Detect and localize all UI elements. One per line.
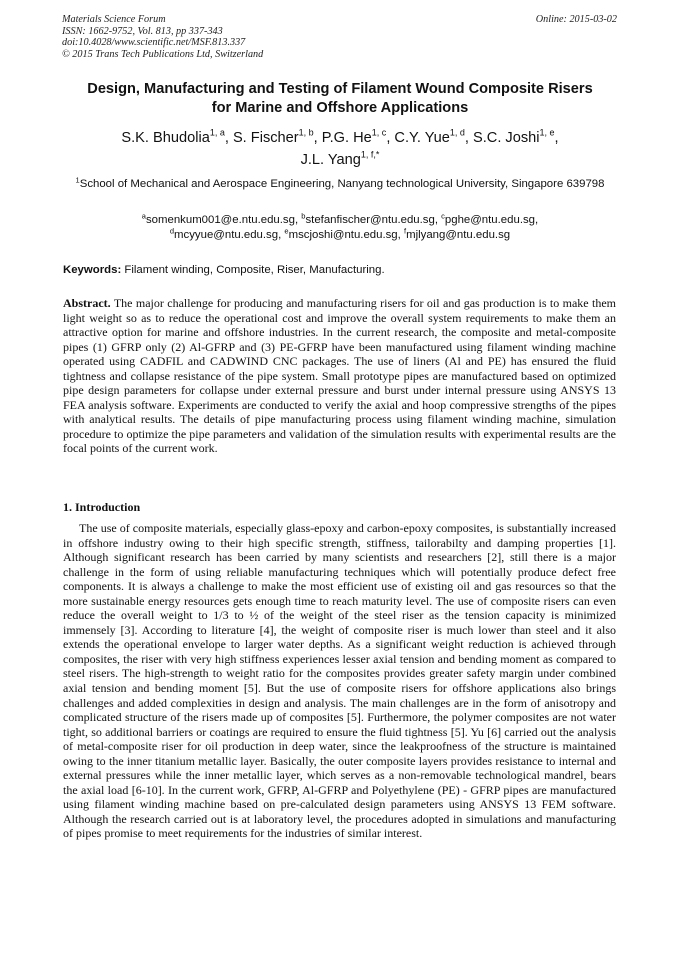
abstract	[63, 296, 616, 456]
email[interactable]: $^d$mcyyue@ntu.edu.sg,	[169, 226, 285, 241]
keywords-label: Keywords:	[63, 264, 122, 276]
author: S.K. Bhudolia$^{1, a}$,	[121, 127, 233, 146]
keywords-text: Filament winding, Composite, Riser, Manufacturing.	[124, 264, 385, 276]
email[interactable]: $^a$somenkum001@e.ntu.edu.sg,	[141, 211, 302, 226]
email[interactable]: $^f$mjlyang@ntu.edu.sg	[404, 226, 511, 241]
author: C.Y. Yue$^{1, d}$,	[394, 127, 473, 146]
paper-title-line-1: Design, Manufacturing and Testing of Filament Wound Composite Risers	[87, 81, 593, 97]
author: S. Fischer$^{1, b}$,	[232, 127, 322, 146]
abstract-text: The major challenge for producing and manufacturing risers for oil and gas production is to make them light weight so as to reduce the operational cost and improve the overall system requirements to make them an attractive option for marine and offshore industries. In the current research, the composite and metal-composite pipes (1) GFRP only (2) Al-GFRP and (3) PE-GFRP have been manufactured using filament winding machine operated using CADFIL and CADWIND CNC packages. The use of liners (Al and PE) has ensured the fluid tightness and collapse resistance of the pipe system. Small prototype pipes are manufactured based on optimized pipe design parameters for collapse under external pressure and burst under internal pressure using ANSYS 13 FEA analysis software. Experiments are conducted to verify the axial and hoop compressive strengths of the pipes with analytical results. The details of pipe manufacturing process using filament winding machine, simulation procedure to optimize the pipe parameters and validation of the simulation results with experimental results are the focal points of the current work.	[63, 296, 616, 456]
author: J.L. Yang$^{1, f,*}$	[300, 149, 380, 168]
author-list	[40, 127, 640, 171]
author-emails	[60, 213, 620, 242]
journal-name: Materials Science Forum	[62, 14, 166, 25]
author: P.G. He$^{1, c}$,	[321, 127, 395, 146]
introduction-body: The use of composite materials, especially glass-epoxy and carbon-epoxy composites, is substantially increased in offshore industry owing to their high specific strength, stiffness, tailorabilty and damping properties [1]. Although significant research has been carried by many scientists and researchers [2], still there is a major challenge in the form of using reliable manufacturing techniques which will potentially produce defect free components. It is always a challenge to make the most efficient use of existing oil and gas resources so that the more sustainable energy resources gets enough time to reach maturity level. The use of composite risers can even reduce the overall weight to 1/3 to ½ of the weight of the steel riser as the tension capacity is minimized immensely [3]. According to literature [4], the weight of composite riser is much lower than steel and it also extends the operational envelope to larger water depths. As a significant weight reduction is achieved through composites, the riser with very high stiffness experiences lesser axial tension and bending moment as compared to steel risers. The high-strength to weight ratio for the composites provides greater safety margin under combined axial tension and bending moment [5]. But the use of composite risers for offshore applications also brings challenges and added complexities in design and analysis. The main challenges are in the form of anisotropy and complicated structure of the risers made up of composites [5]. Furthermore, the polymer composites are not water tight, so additional barriers or coatings are required to ensure the fluid tightness [5]. Yu [6] carried out the analysis of metal-composite riser for oil production in deep water, since the leakproofness of the structure is maintained owing to the inner titanium metallic layer. Basically, the outer composite layers provides resistance to internal and external pressures while the inner metallic layer, which serves as a non-removable technological mandrel, bears the axial load [6-10]. In the current work, GFRP, Al-GFRP and Polyethylene (PE) - GFRP pipes are manufactured using filament winding machine based on pre-calculated design parameters using ANSYS 13 FEM software. Although the research carried out is at laboratory level, the procedures adopted in simulations and manufacturing of pipes promise to meet requirements for the industries of similar interest.	[63, 521, 616, 841]
keywords	[63, 263, 616, 277]
affiliation: $^1$School of Mechanical and Aerospace Engineering, Nanyang technological University, Singapore 639798	[75, 175, 605, 190]
section-heading-introduction: 1. Introduction	[63, 500, 141, 514]
email[interactable]: $^c$pghe@ntu.edu.sg,	[441, 211, 539, 226]
abstract-label: Abstract.	[63, 296, 111, 310]
journal-copyright: © 2015 Trans Tech Publications Ltd, Switzerland	[62, 48, 264, 60]
email[interactable]: $^e$mscjoshi@ntu.edu.sg,	[284, 226, 404, 241]
journal-header	[62, 14, 617, 60]
journal-issn: ISSN: 1662-9752, Vol. 813, pp 337-343	[62, 25, 223, 37]
paper-title	[40, 80, 640, 117]
author: S.C. Joshi$^{1, e}$,	[473, 127, 559, 146]
journal-doi[interactable]: doi:10.4028/www.scientific.net/MSF.813.337	[62, 37, 246, 49]
email[interactable]: $^b$stefanfischer@ntu.edu.sg,	[301, 211, 442, 226]
paper-title-line-2: for Marine and Offshore Applications	[211, 99, 469, 116]
online-date: Online: 2015-03-02	[535, 14, 617, 25]
